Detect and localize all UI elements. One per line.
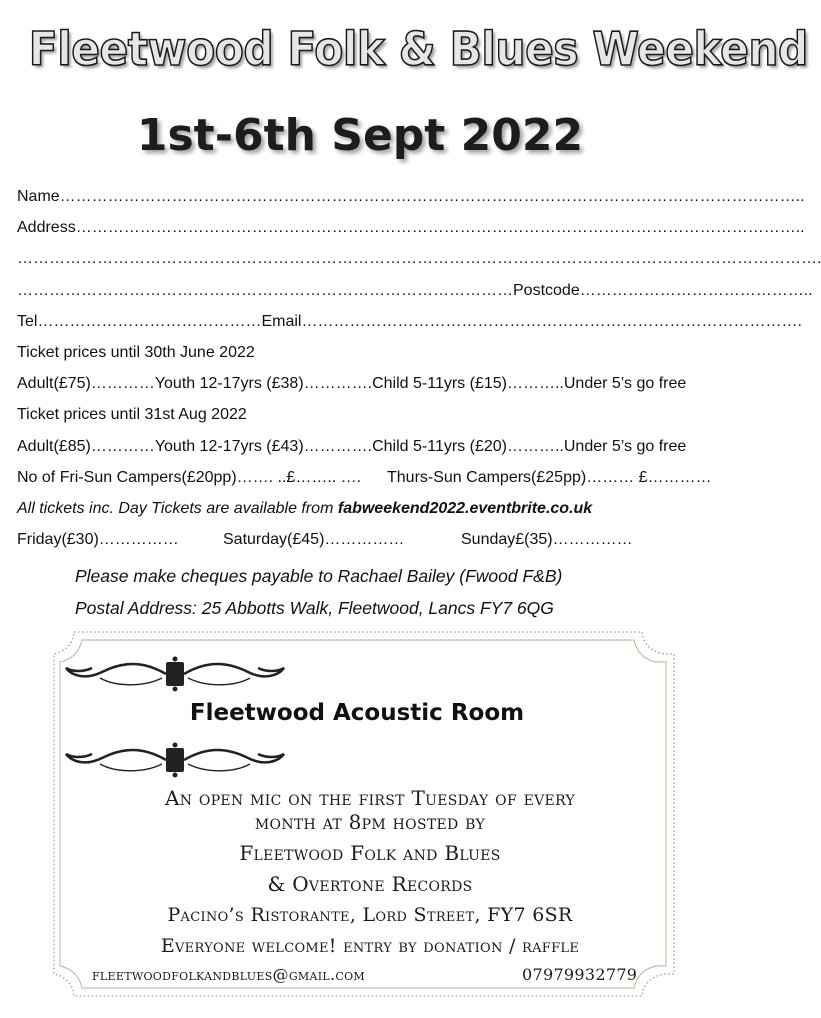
- prices-aug-heading: Ticket prices until 31st Aug 2022: [17, 406, 247, 424]
- booking-form: [17, 186, 821, 560]
- bottom-ornament: [62, 742, 288, 778]
- friday-ticket-field[interactable]: Friday(£30)……………: [17, 531, 179, 549]
- payment-notes: [75, 564, 562, 628]
- sunday-ticket-field[interactable]: Sunday£(35)……………: [461, 531, 633, 549]
- acoustic-room-ticket: [62, 628, 714, 1000]
- address-line-2[interactable]: …………………………………………………………………………………………………………………………………….: [17, 250, 821, 268]
- prices-aug-line[interactable]: Adult(£85)…………Youth 12-17yrs (£43)………….Child 5-11yrs (£20)………..Under 5’s go free: [17, 437, 687, 455]
- campers-line: [17, 467, 717, 498]
- address-field[interactable]: Address………………………………………………………………………………………………………………………..: [17, 219, 805, 237]
- campers-thurs-sun-field[interactable]: Thurs-Sun Campers(£25pp)……… £…………: [387, 468, 712, 486]
- event-title: Fleetwood Folk & Blues Weekend: [28, 22, 808, 76]
- contact-phone[interactable]: 07979932779: [522, 965, 638, 984]
- day-ticket-options: [17, 529, 717, 560]
- tel-email-line[interactable]: Tel……………………………………Email………………………………………………………………………………….: [17, 312, 802, 330]
- open-mic-line-1: An open mic on the first Tuesday of every: [164, 786, 576, 810]
- open-mic-line-2: month at 8pm hosted by: [254, 810, 486, 834]
- address-postcode-line[interactable]: …………………………………………………………………………………Postcode……………………………………..: [17, 281, 813, 299]
- contact-email[interactable]: fleetwoodfolkandblues@gmail.com: [92, 965, 365, 984]
- prices-june-heading: Ticket prices until 30th June 2022: [17, 343, 255, 361]
- acoustic-room-title: Fleetwood Acoustic Room: [189, 700, 525, 726]
- name-field[interactable]: Name…………………………………………………………………………………………………………………………..: [17, 188, 805, 205]
- day-tickets-line: [17, 498, 717, 529]
- prices-june-line[interactable]: Adult(£75)…………Youth 12-17yrs (£38)………….Child 5-11yrs (£15)………..Under 5’s go free: [17, 375, 687, 393]
- welcome-line: Everyone welcome! entry by donation / raffle: [160, 935, 580, 957]
- campers-fri-sun-field[interactable]: No of Fri-Sun Campers(£20pp)……. ..£…….. ….: [17, 468, 362, 486]
- event-dates: 1st-6th Sept 2022: [136, 110, 584, 161]
- postal-address: Postal Address: 25 Abbotts Walk, Fleetwood, Lancs FY7 6QG: [75, 598, 554, 618]
- venue-line: Pacino’s Ristorante, Lord Street, FY7 6SR: [167, 904, 573, 926]
- eventbrite-link[interactable]: fabweekend2022.eventbrite.co.uk: [337, 499, 593, 517]
- cheque-note: Please make cheques payable to Rachael Bailey (Fwood F&B): [75, 566, 563, 586]
- open-mic-line-3: Fleetwood Folk and Blues: [239, 841, 501, 865]
- saturday-ticket-field[interactable]: Saturday(£45)……………: [223, 531, 405, 549]
- open-mic-line-4: & Overtone Records: [267, 872, 473, 896]
- top-ornament: [62, 656, 288, 692]
- day-tickets-text: All tickets inc. Day Tickets are available from: [17, 499, 338, 517]
